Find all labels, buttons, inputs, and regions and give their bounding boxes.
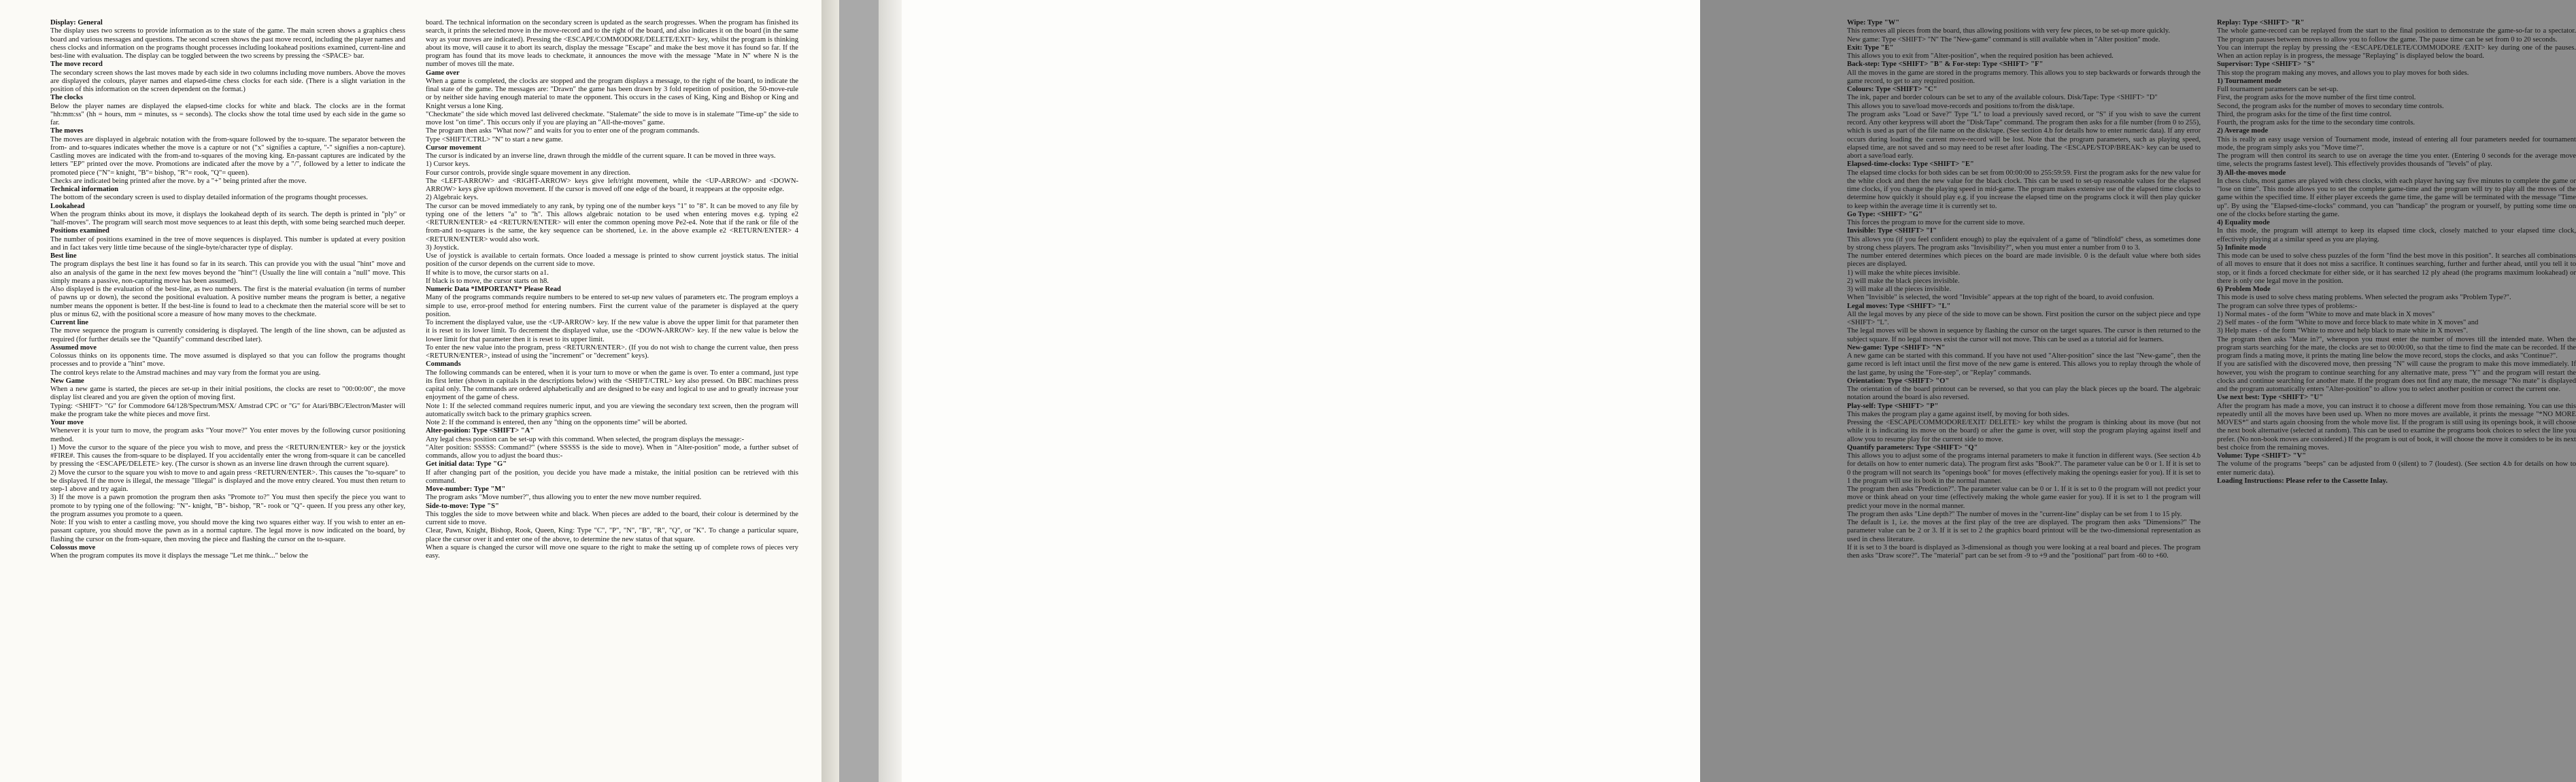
section-heading: Side-to-move: Type "S" bbox=[426, 502, 499, 510]
left-page-fold-shadow bbox=[821, 0, 839, 782]
paragraph: The secondary screen shows the last moves made by each side in two columns including move numbers. Above the moves are displayed the colours, player names and elapsed-time chess clocks for each side. (There is a slight variation in the position of this information on the screen dependent on the format.) bbox=[50, 69, 405, 93]
paragraph: This toggles the side to move between white and black. When pieces are added to the board, their colour is determined by the current side to move. bbox=[426, 510, 798, 526]
paragraph: Note 1: If the selected command requires numeric input, and you are viewing the secondary text screen, then the program will automatically switch back to the primary graphics screen. bbox=[426, 402, 798, 418]
paragraph: Use of joystick is available to certain formats. Once loaded a message is printed to show current joystick status. The initial position of the cursor depends on the current side to move. bbox=[426, 252, 798, 269]
paragraph: If black is to move, the cursor starts on h8. bbox=[426, 277, 549, 285]
section-heading: Alter-position: Type <SHIFT> "A" bbox=[426, 427, 535, 435]
paragraph: This mode is used to solve chess mating problems. When selected the program asks "Problem Type?". bbox=[2217, 294, 2511, 302]
paragraph: The default is 1, i.e. the moves at the first play of the tree are displayed. The program then asks "Dimensions?" The parameter value can be 2 or 3. If it is set to 2 the graphics board printout will be the two-dimensional representation as used in chess literature. bbox=[1847, 519, 2201, 543]
paragraph: 1) Move the cursor to the square of the piece you wish to move, and press the <RETURN/ENTER> key or the joystick #FIRE#. This causes the from-square to be displayed. If you accidentally enter the wrong from-square it can be cancelled by pressing the <ESCAPE/DELETE> key. (The cursor is shown as an inverse line drawn through the current square). bbox=[50, 443, 405, 469]
paragraph: 2) Algebraic keys. bbox=[426, 194, 479, 202]
section-heading: Use next best: Type <SHIFT> "U" bbox=[2217, 394, 2324, 402]
paragraph: When a new game is started, the pieces are set-up in their initial positions, the clocks are reset to "00:00:00", the move display list cleared and you are given the option of moving first. bbox=[50, 386, 405, 402]
paragraph: The bottom of the secondary screen is used to display detailed information of the programs thought processes. bbox=[50, 194, 368, 202]
paragraph: The moves are displayed in algebraic notation with the from-square followed by the to-square. The separator between the from- and to-squares indicates whether the move is a capture or not ("x" signifies a capture, "-" signifies a non-capture). Castling moves are indicated with the from-and to-squares of the moving king. En-passant captures are indicated by the letters "EP" printed over the move. Promotions are indicated after the move by a "/", followed by a letter to indicate the promoted piece ("N"= knight, "B"= bishop, "R"= rook, "Q"= queen). bbox=[50, 135, 405, 177]
paragraph: The <LEFT-ARROW> and <RIGHT-ARROW> keys give left/right movement, while the <UP-ARROW> and <DOWN-ARROW> keys give up/down movement. If the cursor is moved off one edge of the board, it reappears at the opposite edge. bbox=[426, 177, 798, 193]
paragraph: The program then asks "Prediction?". The parameter value can be 0 or 1. If it is set to 0 the program will not predict your move or think ahead on your time (effectively making the whole game easier for you). If it is set to 1 the program will predict your move in the normal manner. bbox=[1847, 486, 2201, 510]
paragraph: All the moves in the game are stored in the programs memory. This allows you to step backwards or forwards through the game record, to get to any required position. bbox=[1847, 69, 2201, 85]
section-heading: Loading Instructions: Please refer to the Cassette Inlay. bbox=[2217, 477, 2388, 485]
paragraph: 3) Help mates - of the form "White to move and help black to mate white in X moves". bbox=[2217, 327, 2469, 335]
section-heading: Game over bbox=[426, 69, 460, 77]
paragraph: 3) Joystick. bbox=[426, 243, 459, 252]
paragraph: This is really an easy usage version of Tournament mode, instead of entering all four parameters needed for tournament mode, the program simply asks you "Move time?". bbox=[2217, 135, 2576, 152]
paragraph: This forces the program to move for the current side to move. bbox=[1847, 219, 2025, 226]
paragraph: 2) Self mates - of the form "White to move and force black to mate white in X moves" and bbox=[2217, 319, 2479, 326]
paragraph: The elapsed time clocks for both sides can be set from 00:00:00 to 255:59:59. First the program asks for the new value for the white clock and then the new value for the black clock. This can be used to set-up reasonable values for the elapsed time clocks, if you change the playing speed in mid-game. The program makes extensive use of the elapsed time clocks to determine how quickly it should play e.g. if you increase the elapsed time on the programs clock it will then play quicker to keep within the average time it is currently set to. bbox=[1847, 169, 2201, 210]
paragraph: The program then asks "What now?" and waits for you to enter one of the program commands. bbox=[426, 127, 700, 135]
paragraph: The program then asks "Line depth?" The number of moves in the "current-line" display can be set from 1 to 15 ply. bbox=[1847, 510, 2182, 518]
paragraph: To enter the new value into the program, press <RETURN/ENTER>. (If you do not wish to change the current value, then press <RETURN/ENTER>, instead of using the "increment" or "decrement" keys). bbox=[426, 343, 798, 360]
paragraph: The program asks "Move number?", thus allowing you to enter the new move number required. bbox=[426, 494, 702, 502]
paragraph: The whole game-record can be replayed from the start to the final position to demonstrate the game-so-far to a spectator. The program pauses between moves to allow you to follow the game. The pause time can be set from 0 to 20 seconds. bbox=[2217, 27, 2576, 44]
paragraph: The program asks "Load or Save?" Type "L" to load a previously saved record, or "S" if you wish to save the current record. Any other keypress will abort the "Disk/Tape" command. The program then asks for a file number (from 0 to 255), which is used as part of the file name on the disk/tape. (See section 4.b for details how to enter numeric data). If any error occurs during loading the current move-record will be lost. Note that the program parameters, such as playing speed, elapsed time, are not saved and so may need to be reset after loading. The <ESCAPE/STOP/BREAK> key can be used to abort a save/load early. bbox=[1847, 110, 2201, 160]
paragraph: If after changing part of the position, you decide you have made a mistake, the initial position can be retrieved with this command. bbox=[426, 469, 798, 485]
section-heading: Cursor movement bbox=[426, 143, 481, 152]
right-page-column-2 bbox=[2217, 19, 2576, 486]
paragraph: "Alter position: SSSSS: Command?" (where SSSSS is the side to move). When in "Alter-position" mode, a further subset of commands, allow you to adjust the board thus:- bbox=[426, 443, 798, 460]
section-heading: Exit: Type "E" bbox=[1847, 44, 1894, 52]
paragraph: When the program thinks about its move, it displays the lookahead depth of its search. The depth is printed in "ply" or "half-moves". The program will search most move sequences to at least this depth, with some being searched much deeper. bbox=[50, 210, 405, 226]
paragraph: Also displayed is the evaluation of the best-line, as two numbers. The first is the material evaluation (in terms of number of pawns up or down), the second the positional evaluation. A positive number means the program is better, a negative number means the opponent is better. If the best-line is found to lead to a checkmate then the material score will be set to plus or minus 62, with the positional score a measure of how many moves to the checkmate. bbox=[50, 286, 405, 318]
right-page bbox=[902, 0, 2576, 782]
paragraph: You can interrupt the replay by pressing the <ESCAPE/DELETE/COMMODORE /EXIT> key during one of the pauses. When an action replay is in progress, the message "Replaying" is displayed below the board. bbox=[2217, 44, 2576, 60]
paragraph: The number entered determines which pieces on the board are made invisible. 0 is the default value where both sides pieces are displayed. bbox=[1847, 252, 2201, 269]
paragraph: Full tournament parameters can be set-up. bbox=[2217, 86, 2339, 93]
section-heading: The moves bbox=[50, 127, 84, 135]
paragraph: 1) Normal mates - of the form "White to move and mate black in X moves" bbox=[2217, 310, 2435, 318]
paragraph: This stop the program making any moves, and allows you to play moves for both sides. bbox=[2217, 69, 2469, 77]
paragraph: Type <SHIFT/CTRL> "N" to start a new game. bbox=[426, 135, 563, 143]
section-heading: Orientation: Type <SHIFT> "O" bbox=[1847, 377, 1950, 385]
paragraph: When a game is completed, the clocks are stopped and the program displays a message, to the right of the board, to indicate the final state of the game. The messages are: "Drawn" the game has been drawn by 3 fold repetition of position, the 50-move-rule or by neither side having enough material to mate the opponent. This occurs in the cases of King, King and Bishop or King and Knight versus a lone King. bbox=[426, 77, 798, 110]
paragraph: Any legal chess position can be set-up with this command. When selected, the program displays the message:- bbox=[426, 435, 745, 443]
left-page-column-1 bbox=[50, 19, 405, 560]
section-heading: Best line bbox=[50, 252, 77, 260]
paragraph: Checks are indicated being printed after the move. by a "+" being printed after the move. bbox=[50, 177, 307, 185]
section-heading: Commands bbox=[426, 360, 461, 369]
paragraph: 1) will make the white pieces invisible. bbox=[1847, 269, 1961, 277]
section-heading: Technical information bbox=[50, 186, 118, 193]
paragraph: 1) Cursor keys. bbox=[426, 160, 471, 169]
section-heading: Get initial data: Type "G" bbox=[426, 460, 507, 469]
section-heading: Lookahead bbox=[50, 202, 85, 210]
section-heading: Play-self: Type <SHIFT> "P" bbox=[1847, 402, 1939, 410]
paragraph: This allows you to exit from "Alter-position", when the required position has been achieved. bbox=[1847, 52, 2114, 60]
section-heading: 4) Equality mode bbox=[2217, 219, 2270, 226]
section-heading: Numeric Data *IMPORTANT* Please Read bbox=[426, 286, 561, 293]
section-heading: 1) Tournament mode bbox=[2217, 77, 2282, 85]
paragraph: The move sequence the program is currently considering is displayed. The length of the line shown, can be adjusted as required (for further details see the "Quantify" command described later). bbox=[50, 327, 405, 343]
paragraph: This makes the program play a game against itself, by moving for both sides. bbox=[1847, 410, 2069, 418]
paragraph: New game: Type <SHIFT> "N" The "New-game" command is still available when in "Alter position" mode. bbox=[1847, 35, 2160, 44]
paragraph: The program then asks "Mate in?", whereupon you must enter the number of moves till the intended mate. When the program starts searching for the mate, the clocks are set to 00:00:00, so that the time to find the mate can be recorded. If the program finds a mating move, it prints the mating line below the move record, stops the clocks, and asks "Continue?". bbox=[2217, 335, 2576, 360]
section-heading: Colours: Type <SHIFT> "C" bbox=[1847, 86, 1937, 93]
paragraph: This removes all pieces from the board, thus allowing positions with very few pieces, to be set-up more quickly. bbox=[1847, 27, 2171, 35]
paragraph: Colossus thinks on its opponents time. The move assumed is displayed so that you can follow the programs thought processes and to provide a "hint" move. bbox=[50, 352, 405, 369]
paragraph: 3) If the move is a pawn promotion the program then asks "Promote to?" You must then specify the piece you want to promote to by typing one of the following: "N"- knight, "B"- bishop, "R"- rook or "Q"- queen. If you press any other key, the program assumes you promote to a queen. bbox=[50, 494, 405, 518]
section-heading: Replay: Type <SHIFT> "R" bbox=[2217, 19, 2305, 27]
paragraph: After the program has made a move, you can instruct it to choose a different move from those remaining. You can use this repeatedly until all the moves have been used up. When no more moves are available, it prints the message "*NO MORE MOVES*" and starts again choosing from the whole move list. If the program is still using its openings book, it will choose the next book alternative (selected at random). This can be used to examine the programs book choices to select the line you prefer. (No non-book moves are considered.) If the program is out of book, it will choose the move it considers to be its next best choice from the remaining moves. bbox=[2217, 402, 2576, 452]
paragraph: The display uses two screens to provide information as to the state of the game. The main screen shows a graphics chess board and various messages and questions. The second screen shows the past move record, including the player names and chess clocks and information on the programs thought processes including lookahead positions examined, current-line and best-line with evaluation. The display can be toggled between the two screens by pressing the <SPACE> bar. bbox=[50, 27, 405, 60]
paragraph: Fourth, the program asks for the time to the secondary time controls. bbox=[2217, 119, 2415, 126]
paragraph: The ink, paper and border colours can be set to any of the available colours. Disk/Tape: Type <SHIFT> "D" bbox=[1847, 94, 2158, 102]
section-heading: Back-step: Type <SHIFT> "B" & For-step: Type <SHIFT> "F" bbox=[1847, 61, 2044, 69]
paragraph: First, the program asks for the move number of the first time control. bbox=[2217, 94, 2416, 102]
paragraph: 2) will make the black pieces invisible. bbox=[1847, 277, 1960, 285]
scanner-background-gap bbox=[839, 0, 879, 782]
section-heading: Wipe: Type "W" bbox=[1847, 19, 1900, 27]
paragraph: The program displays the best line it has found so far in its search. This can provide you with the usual "hint" move and also an analysis of the game in the next few moves beyond the "hint"! (Usually the line will contain a "null" move. This simply means a passive, non-capturing move has been assumed). bbox=[50, 260, 405, 285]
paragraph: The volume of the programs "beeps" can be adjusted from 0 (silent) to 7 (loudest). (See section 4.b for details on how to enter numeric data). bbox=[2217, 460, 2576, 477]
paragraph: Note 2: If the command is entered, then any "thing on the opponents time" will be aborted. bbox=[426, 419, 688, 426]
paragraph: All the legal moves by any piece of the side to move can be shown. First position the cursor on the subject piece and type <SHIFT> "L". bbox=[1847, 310, 2201, 326]
section-heading: Quantify parameters: Type <SHIFT> "Q" bbox=[1847, 443, 1978, 452]
section-heading: Volume: Type <SHIFT> "V" bbox=[2217, 452, 2307, 460]
section-heading: Elapsed-time-clocks: Type <SHIFT> "E" bbox=[1847, 160, 1974, 169]
paragraph: In this mode, the program will attempt to keep its elapsed time clock, closely matched to your elapsed time clock, effectively playing at a similar speed as you are playing. bbox=[2217, 227, 2576, 243]
paragraph: Note: If you wish to enter a castling move, you should move the king two squares either way. If you wish to enter an en-passant capture, you should move the pawn as in a normal capture. The legal move is now indicated on the board, by flashing the cursor on the from-square, then moving the piece and flashing the cursor on the to-square. bbox=[50, 519, 405, 543]
paragraph: This mode can be used to solve chess puzzles of the form "find the best move in this position". It searches all combinations of all moves to ensure that it does not miss a sacrifice. It continues searching, further and further ahead, until you tell it to stop, or it finds a forced checkmate for either side, or it has searched 12 ply ahead (the programs maximum lookahead) or there is only one legal move in the position. bbox=[2217, 252, 2576, 285]
section-heading: Colossus move bbox=[50, 543, 96, 551]
paragraph: To increment the displayed value, use the <UP-ARROW> key. If the new value is above the upper limit for that parameter then it is reset to its lower limit. To decrement the displayed value, use the <DOWN-ARROW> key. If the new value is below the lower limit for that parameter then it is reset to its upper limit. bbox=[426, 319, 798, 343]
paragraph: The cursor is indicated by an inverse line, drawn through the middle of the current square. It can be moved in three ways. bbox=[426, 152, 776, 160]
section-heading: Display: General bbox=[50, 19, 103, 27]
section-heading: New-game: Type <SHIFT> "N" bbox=[1847, 343, 1946, 352]
section-heading: Your move bbox=[50, 419, 84, 426]
paragraph: board. The technical information on the secondary screen is updated as the search progresses. When the program has finished its search, it prints the selected move in the move-record and to the right of the board, and also indicates it on the board (in the same way as your moves are indicated). Pressing the <ESCAPE/COMMODORE/DELETE/EXIT> key, whilst the program is thinking about its move, will cause it to abort its search, display the message "Escape" and make the best move it has found so far. If the program has found that its move leads to checkmate, it announces the move with the message "Mate in N" where N is the number of moves till the mate. bbox=[426, 19, 798, 69]
left-page bbox=[0, 0, 821, 782]
section-heading: Supervisor: Type <SHIFT> "S" bbox=[2217, 61, 2316, 69]
paragraph: This allows you (if you feel confident enough) to play the equivalent of a game of "blindfold" chess, as sometimes done by strong chess players. The program asks "Invisibility?", when you must enter a number from 0 to 3. bbox=[1847, 235, 2201, 252]
paragraph: If you are satisfied with the discovered move, then pressing "N" will cause the program to make this move immediately. If however, you wish the program to continue searching for any alternative mate, press "Y" and the program will restart the clocks and continue searching for another mate. If the program does not find any mate, the message "No mate" is displayed and the program automatically enters "Alter-position" to allow you to select another position or correct the current one. bbox=[2217, 360, 2576, 393]
paragraph: Second, the program asks for the number of moves to secondary time controls. bbox=[2217, 102, 2444, 110]
paragraph: This allows you to adjust some of the programs internal parameters to make it function in different ways. (See section 4.b for details on how to enter numeric data). The program first asks "Book?". The parameter value can be 0 or 1. If it is set to 0 the program will not search its "openings book" for moves (effectively making the openings easier for you). If it is set to 1 the program will use its book in the normal manner. bbox=[1847, 452, 2201, 485]
paragraph: When the program computes its move it displays the message "Let me think..." below the bbox=[50, 552, 309, 560]
paragraph: The program will then control its search to use on average the time you enter. (Entering 0 seconds for the average move time, selects the programs fastest level). This effectively provides thousands of "levels" of play. bbox=[2217, 152, 2576, 169]
section-heading: Go Type: <SHIFT> "G" bbox=[1847, 210, 1922, 218]
right-page-fold-shadow bbox=[879, 0, 902, 782]
paragraph: The legal moves will be shown in sequence by flashing the cursor on the target squares. The cursor is then returned to the subject square. If no legal moves exist the cursor will not move. This can be used as a tutorial aid for learners. bbox=[1847, 327, 2201, 343]
left-page-column-2 bbox=[426, 19, 798, 560]
paragraph: The following commands can be entered, when it is your turn to move or when the game is over. To enter a command, just type its first letter (shown in capitals in the descriptions below) with the <SHIFT/CTRL> key also pressed. On BBC machines press capital only. The commands are ordered alphabetically and are designed to be easy and logical to use and to greatly increase your enjoyment of the game of chess. bbox=[426, 369, 799, 402]
paragraph: Four cursor controls, provide single square movement in any direction. bbox=[426, 169, 630, 177]
paragraph: The control keys relate to the Amstrad machines and may vary from the format you are using. bbox=[50, 369, 321, 377]
section-heading: 6) Problem Mode bbox=[2217, 286, 2271, 293]
section-heading: 3) All-the-moves mode bbox=[2217, 169, 2286, 177]
section-heading: Move-number: Type "M" bbox=[426, 486, 506, 493]
paragraph: This allows you to save/load move-records and positions to/from the disk/tape. bbox=[1847, 102, 2075, 110]
paragraph: If white is to move, the cursor starts on a1. bbox=[426, 269, 549, 277]
section-heading: The move record bbox=[50, 61, 103, 69]
paragraph: Clear, Pawn, Knight, Bishop, Rook, Queen, King: Type "C", "P", "N", "B", "R", "Q", or "K". To change a particular square, place the cursor over it and enter one of the above, to determine the new status of that square. bbox=[426, 527, 798, 543]
paragraph: Third, the program asks for the time of the first time control. bbox=[2217, 110, 2392, 118]
section-heading: New Game bbox=[50, 377, 84, 385]
section-heading: Invisible: Type <SHIFT> "I" bbox=[1847, 227, 1937, 235]
paragraph: When "Invisible" is selected, the word "Invisible" appears at the top right of the board, to avoid confusion. bbox=[1847, 294, 2154, 302]
section-heading: 5) Infinite mode bbox=[2217, 243, 2267, 252]
paragraph: Whenever it is your turn to move, the program asks "Your move?" You enter moves by the following cursor positioning method. bbox=[50, 427, 405, 443]
paragraph: Pressing the <ESCAPE/COMMODORE/EXIT/ DELETE> key whilst the program is thinking about its move (but not while it is indicating its move on the board) or after the game is over, will stop the program playing against itself and allow you to resume play for the current side to move. bbox=[1847, 419, 2201, 443]
section-heading: Legal moves: Type <SHIFT> "L" bbox=[1847, 302, 1951, 310]
paragraph: The program can solve three types of problems:- bbox=[2217, 302, 2358, 310]
paragraph: The cursor can be moved immediately to any rank, by typing one of the number keys "1" to "8". It can be moved to any file by typing one of the letters "a" to "h". This allows algebraic notation to be used when entering moves e.g. typing e2 <RETURN/ENTER> e4 <RETURN/ENTER> will enter the common opening move Pe2-e4. Note that if the rank or file of the from-and to-squares is the same, the key sequence can be shortened, i.e. in the above example e2 <RETURN/ENTER> 4 <RETURN/ENTER> would also work. bbox=[426, 202, 798, 243]
paragraph: A new game can be started with this command. If you have not used "Alter-position" since the last "New-game", then the game record is left intact until the first move of the new game is entered. This allows you to replay through the whole of the last game, by using the "Fore-step", or "Replay" commands. bbox=[1847, 352, 2201, 377]
section-heading: 2) Average mode bbox=[2217, 127, 2269, 135]
paragraph: 2) Move the cursor to the square you wish to move to and again press <RETURN/ENTER>. This causes the "to-square" to be displayed. If the move is illegal, the message "Illegal" is displayed and the move entry cleared. You must then return to step-1 above and try again. bbox=[50, 469, 405, 493]
paragraph: Below the player names are displayed the elapsed-time clocks for white and black. The clocks are in the format "hh:mm:ss" (hh = hours, mm = minutes, ss = seconds). The clocks show the total time used by each side in the game so far. bbox=[50, 102, 405, 126]
paragraph: The orientation of the board printout can be reversed, so that you can play the black pieces up the board. The algebraic notation around the board is also reversed. bbox=[1847, 386, 2201, 402]
paragraph: Typing: <SHIFT> "G" for Commodore 64/128/Spectrum/MSX/ Amstrad CPC or "G" for Atari/BBC/Electron/Master will make the program take the white pieces and move first. bbox=[50, 402, 405, 418]
section-heading: Current line bbox=[50, 319, 89, 326]
paragraph: 3) will make all the pieces invisible. bbox=[1847, 286, 1952, 293]
section-heading: Positions examined bbox=[50, 227, 109, 235]
right-page-column-1 bbox=[1847, 19, 2201, 560]
paragraph: Many of the programs commands require numbers to be entered to set-up new values of parameters etc. The program employs a simple to use, error-proof method for entering numbers. First the current value of the parameter is displayed at the query position. bbox=[426, 294, 798, 318]
paragraph: The number of positions examined in the tree of move sequences is displayed. This number is updated at every position and in fact takes very little time because of the single-byte/character type of display. bbox=[50, 235, 405, 252]
paragraph: "Checkmate" the side which moved last delivered checkmate. "Stalemate" the side to move is in stalemate "Time-up" the side to move lost "on time". This occurs only if you are playing an "All-the-moves" game. bbox=[426, 110, 798, 126]
paragraph: In chess clubs, most games are played with chess clocks, with each player having say five minutes to complete the game or "lose on time". This mode allows you to set the complete game-time and the program will try to play all the moves of the game within the specified time. If either player exceeds the game time, the game will be terminated with the message "Time up". By using the "Elapsed-time-clocks" command, you can "handicap" the program or yourself, by putting some time on one of the clocks before starting the game. bbox=[2217, 177, 2576, 218]
paragraph: If it is set to 3 the board is displayed as 3-dimensional as though you were looking at a real board and pieces. The program then asks "Draw score?". The "material" part can be set from -9 to +9 and the "positional" part from -60 to +60. bbox=[1847, 543, 2201, 560]
section-heading: Assumed move bbox=[50, 343, 97, 352]
section-heading: The clocks bbox=[50, 94, 83, 102]
paragraph: When a square is changed the cursor will move one square to the right to make the setting up of complete rows of pieces very easy. bbox=[426, 543, 798, 560]
